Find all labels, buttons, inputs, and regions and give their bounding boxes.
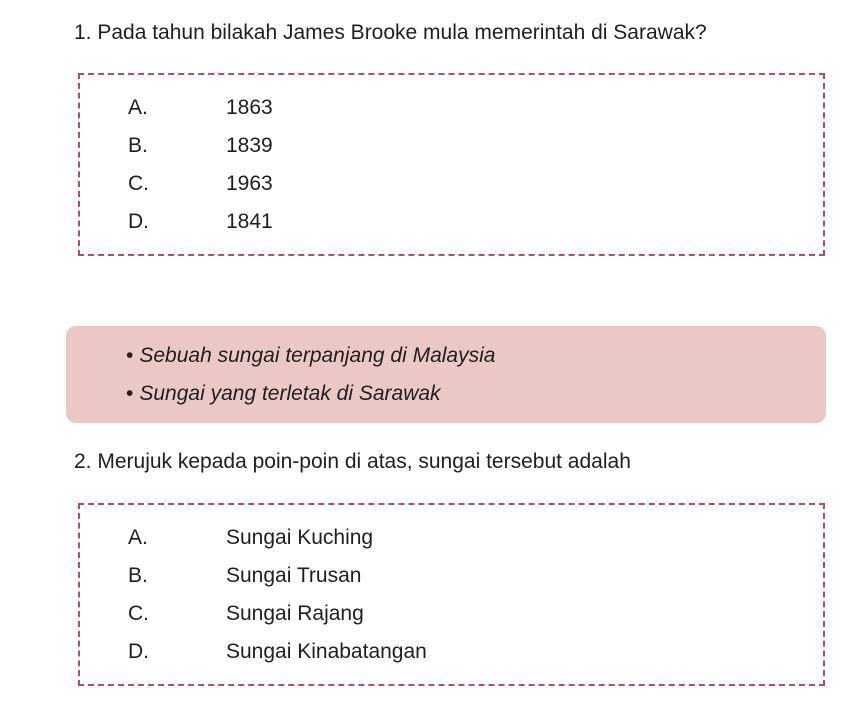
question-2-options-box [78,503,825,686]
question-2-option-b[interactable] [128,563,361,589]
question-1-option-c[interactable] [128,171,273,197]
bullet-icon: • [126,382,134,405]
hint-text: Sebuah sungai terpanjang di Malaysia [139,344,496,367]
question-1-option-b[interactable] [128,133,273,159]
option-text: 1841 [226,210,273,233]
option-letter: A. [128,96,148,119]
question-1-option-d[interactable] [128,209,273,235]
question-2-prompt: 2. Merujuk kepada poin-poin di atas, sungai tersebut adalah [74,450,631,473]
option-letter: A. [128,526,148,549]
option-letter: C. [128,172,149,195]
question-2-option-a[interactable] [128,525,373,551]
option-text: Sungai Kinabatangan [226,640,427,663]
option-text: 1963 [226,172,273,195]
option-text: Sungai Trusan [226,564,362,587]
hint-item-1 [126,343,495,369]
option-letter: D. [128,210,149,233]
question-1-options-box [78,73,825,256]
hint-text: Sungai yang terletak di Sarawak [139,382,441,405]
hint-box [66,326,826,423]
hint-item-2 [126,381,441,407]
option-letter: B. [128,564,148,587]
bullet-icon: • [126,344,134,367]
option-text: Sungai Rajang [226,602,364,625]
option-letter: B. [128,134,148,157]
question-2-option-c[interactable] [128,601,364,627]
option-letter: D. [128,640,149,663]
option-letter: C. [128,602,149,625]
option-text: 1839 [226,134,273,157]
option-text: 1863 [226,96,273,119]
question-2-option-d[interactable] [128,639,427,665]
question-1-prompt: 1. Pada tahun bilakah James Brooke mula memerintah di Sarawak? [74,21,707,44]
option-text: Sungai Kuching [226,526,374,549]
question-1-option-a[interactable] [128,95,273,121]
